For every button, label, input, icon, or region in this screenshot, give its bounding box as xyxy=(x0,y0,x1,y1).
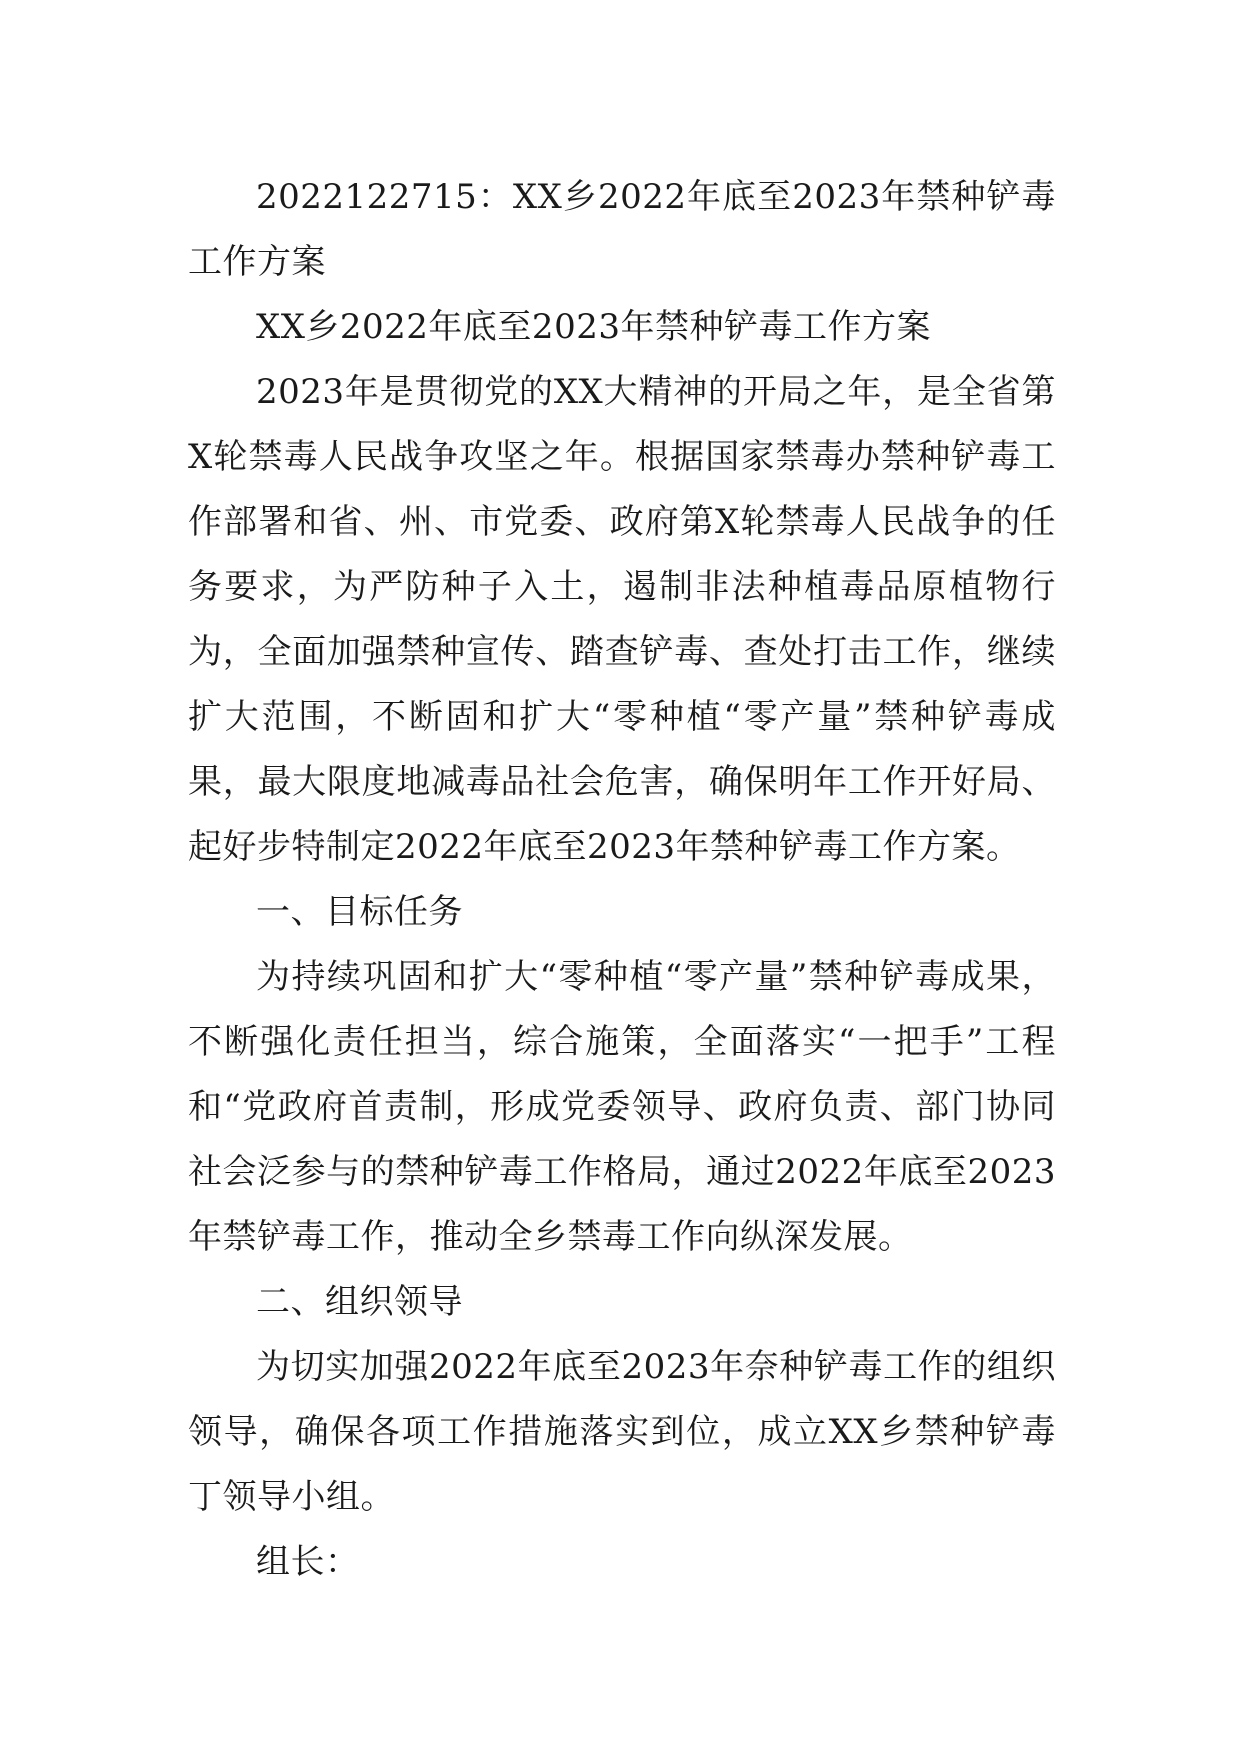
group-leader-label: 组长： xyxy=(256,1542,360,1582)
document-page xyxy=(188,165,1056,1595)
document-title: XX乡2022年底至2023年禁种铲毒工作方案 xyxy=(256,307,931,347)
leadership-paragraph: 为切实加强2022年底至2023年奈种铲毒工作的组织领导，确保各项工作措施落实到位，成立XX乡禁种铲毒丁领导小组。 xyxy=(188,1347,1056,1517)
section-heading-goals: 一、目标任务 xyxy=(256,892,463,932)
document-heading-line: 2022122715：XX乡2022年底至2023年禁种铲毒工作方案 xyxy=(188,177,1056,282)
goals-paragraph: 为持续巩固和扩大“零种植“零产量”禁种铲毒成果，不断强化责任担当，综合施策，全面落实“一把手”工程和“党政府首责制，形成党委领导、政府负责、部门协同社会泛参与的禁种铲毒工作格局，通过2022年底至2023年禁铲毒工作，推动全乡禁毒工作向纵深发展。 xyxy=(188,957,1056,1257)
intro-paragraph: 2023年是贯彻党的XX大精神的开局之年，是全省第X轮禁毒人民战争攻坚之年。根据国家禁毒办禁种铲毒工作部署和省、州、市党委、政府第X轮禁毒人民战争的任务要求，为严防种子入土，遏制非法种植毒品原植物行为，全面加强禁种宣传、踏查铲毒、查处打击工作，继续扩大范围，不断固和扩大“零种植“零产量”禁种铲毒成果，最大限度地减毒品社会危害，确保明年工作开好局、起好步特制定2022年底至2023年禁种铲毒工作方案。 xyxy=(188,372,1056,867)
section-heading-leadership: 二、组织领导 xyxy=(256,1282,463,1322)
